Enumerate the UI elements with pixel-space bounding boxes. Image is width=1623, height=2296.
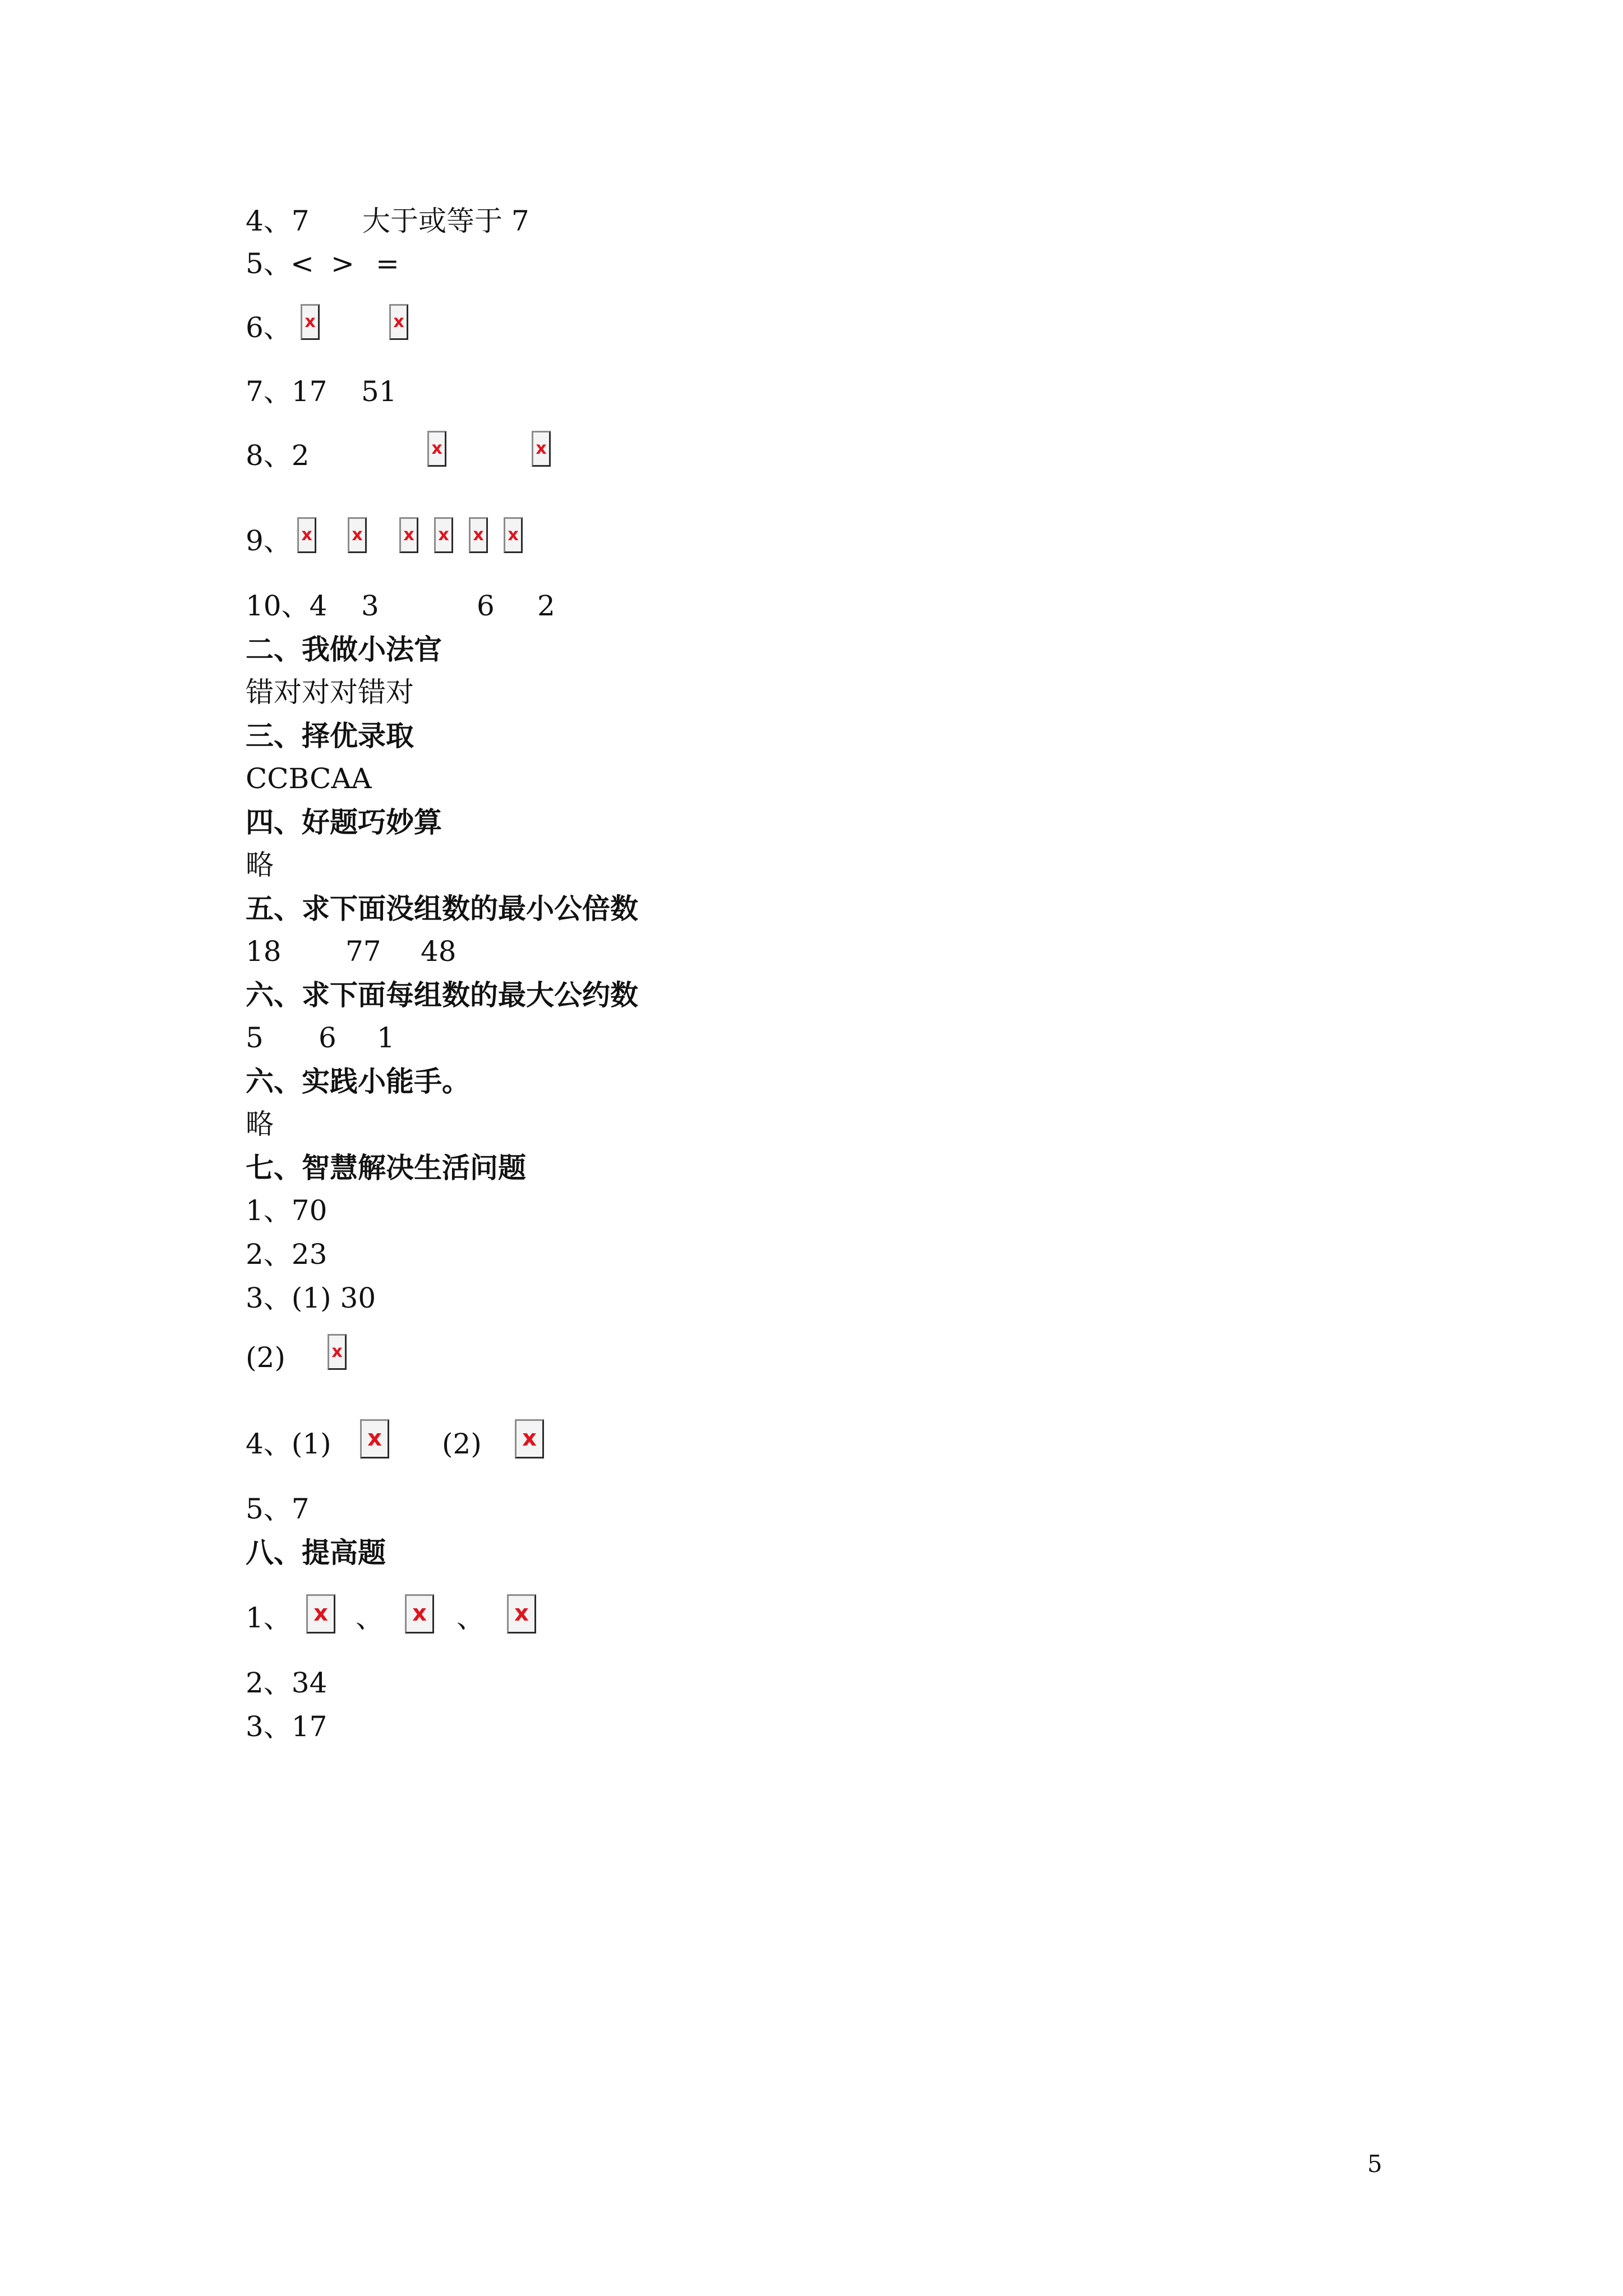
answer-10-number: 10、4 — [246, 590, 328, 622]
answer-10-value-d: 2 — [537, 590, 555, 622]
section-8-q1-label: 1、 — [246, 1602, 292, 1634]
answer-5-less-than: < — [291, 247, 314, 280]
section-6a-value-b: 6 — [319, 1022, 336, 1054]
answer-5-equals: = — [376, 247, 399, 280]
answer-7-number: 7、17 — [246, 375, 328, 408]
answer-10-value-c: 6 — [477, 590, 495, 622]
broken-image-icon — [348, 517, 367, 553]
answer-7-value: 51 — [361, 375, 397, 408]
section-8-q2: 2、34 — [246, 1667, 328, 1699]
section-7-q4-part2-label: (2) — [442, 1428, 482, 1460]
section-7-q3: 3、(1) 30 — [246, 1282, 376, 1314]
section-7-q4-part1-label: 4、(1) — [246, 1428, 331, 1460]
broken-image-icon — [301, 304, 320, 340]
section-3-title: 三、择优录取 — [246, 720, 414, 752]
section-2-title: 二、我做小法官 — [246, 633, 442, 666]
answer-4-text: 大于或等于 7 — [362, 205, 529, 237]
section-5-value-a: 18 — [246, 935, 282, 968]
broken-image-icon — [532, 431, 551, 467]
answer-9-number: 9、 — [246, 524, 292, 557]
section-6b-title: 六、实践小能手。 — [246, 1065, 470, 1098]
broken-image-icon — [515, 1419, 544, 1458]
section-7-q5: 5、7 — [246, 1493, 310, 1525]
answer-6-number: 6、 — [246, 311, 292, 344]
answer-4-number: 4、7 — [246, 205, 310, 237]
section-5-value-b: 77 — [345, 935, 381, 968]
broken-image-icon — [399, 517, 418, 553]
broken-image-icon — [405, 1594, 434, 1634]
section-7-q1: 1、70 — [246, 1194, 328, 1227]
answer-8-number: 8、2 — [246, 439, 310, 472]
section-6a-title: 六、求下面每组数的最大公约数 — [246, 979, 638, 1011]
broken-image-icon — [434, 517, 453, 553]
section-7-title: 七、智慧解决生活问题 — [246, 1152, 526, 1184]
broken-image-icon — [297, 517, 316, 553]
broken-image-icon — [507, 1594, 536, 1634]
section-2-answer: 错对对对错对 — [246, 676, 414, 708]
section-7-q3-part2-label: (2) — [246, 1341, 285, 1374]
section-8-q1-separator: 、 — [356, 1602, 384, 1634]
broken-image-icon — [469, 517, 488, 553]
section-5-title: 五、求下面没组数的最小公倍数 — [246, 892, 638, 925]
section-8-q1-separator: 、 — [457, 1602, 485, 1634]
section-7-q2: 2、23 — [246, 1238, 328, 1271]
broken-image-icon — [328, 1334, 347, 1370]
page-number: 5 — [1367, 2150, 1382, 2178]
section-3-answer: CCBCAA — [246, 762, 372, 795]
broken-image-icon — [360, 1419, 389, 1458]
section-6b-answer: 略 — [246, 1108, 274, 1140]
section-4-answer: 略 — [246, 849, 274, 881]
section-6a-value-c: 1 — [377, 1022, 395, 1054]
section-8-q3: 3、17 — [246, 1710, 328, 1743]
section-6a-value-a: 5 — [246, 1022, 264, 1054]
broken-image-icon — [504, 517, 523, 553]
broken-image-icon — [389, 304, 408, 340]
section-4-title: 四、好题巧妙算 — [246, 806, 442, 839]
section-8-title: 八、提高题 — [246, 1536, 386, 1569]
answer-5-greater-than: > — [331, 247, 354, 280]
broken-image-icon — [427, 431, 446, 467]
answer-10-value-b: 3 — [361, 590, 379, 622]
answer-5-number: 5、 — [246, 247, 292, 280]
section-5-value-c: 48 — [421, 935, 457, 968]
broken-image-icon — [306, 1594, 335, 1634]
